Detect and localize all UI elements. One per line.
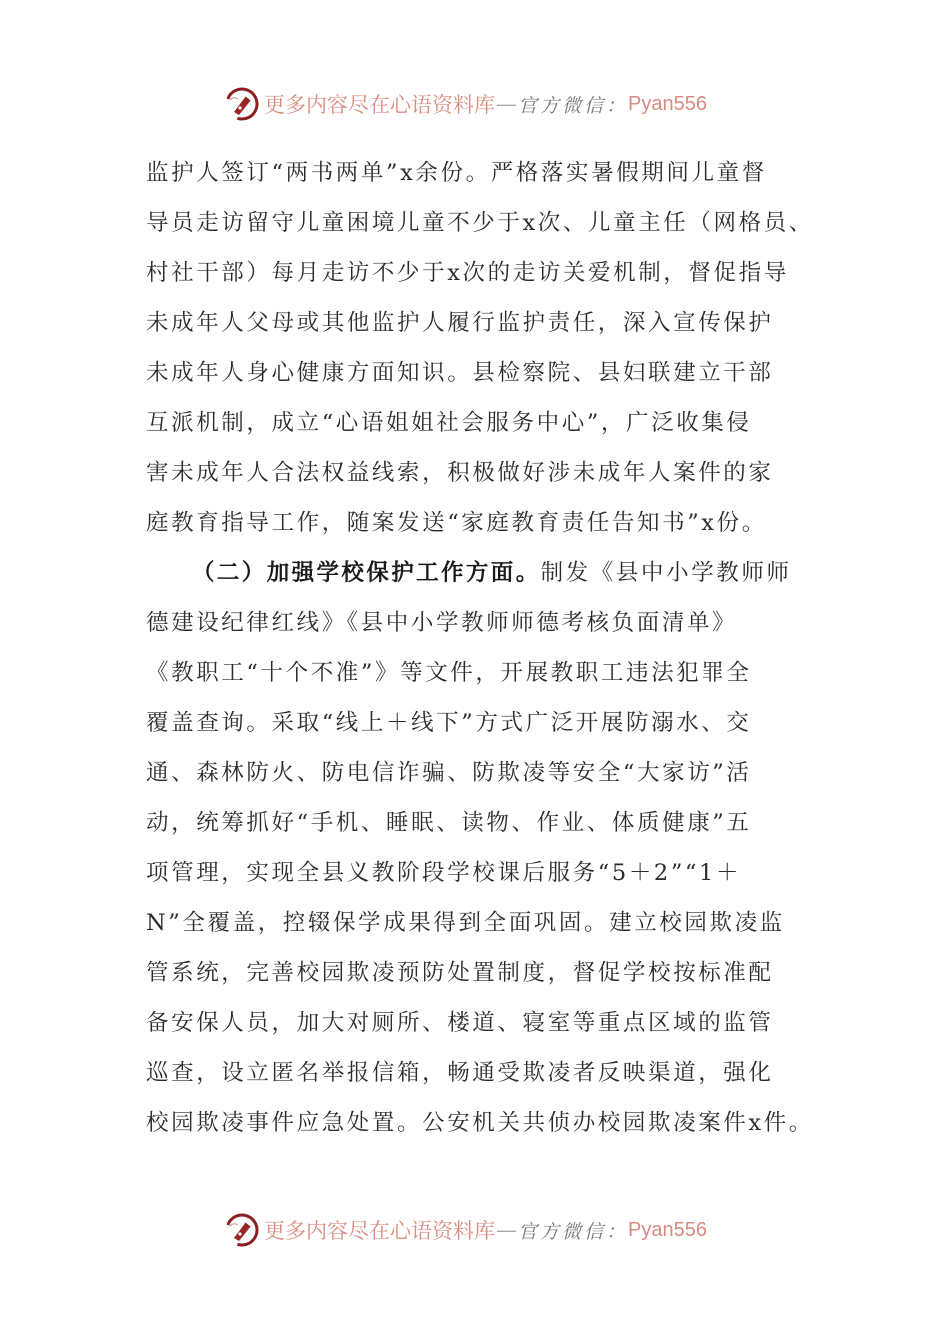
body-line: 害未成年人合法权益线索，积极做好涉未成年人案件的家	[146, 460, 774, 486]
watermark-main-text: 更多内容尽在心语资料库	[264, 1219, 495, 1243]
body-line: 未成年人父母或其他监护人履行监护责任，深入宣传保护	[146, 310, 774, 336]
footer-watermark	[224, 1210, 744, 1250]
pen-nib-logo-icon	[224, 86, 260, 122]
pen-nib-logo-icon	[224, 1212, 260, 1248]
watermark-main-text: 更多内容尽在心语资料库	[264, 93, 495, 117]
body-line: 校园欺凌事件应急处置。公安机关共侦办校园欺凌案件x件。	[146, 1110, 814, 1136]
watermark-wechat-id: Pyan556	[628, 1218, 707, 1241]
header-watermark	[224, 84, 744, 124]
body-line: 村社干部）每月走访不少于x次的走访关爱机制，督促指导	[146, 260, 789, 286]
body-line: 动，统筹抓好“手机、睡眠、读物、作业、体质健康”五	[146, 810, 752, 836]
body-line: 监护人签订“两书两单”x余份。严格落实暑假期间儿童督	[146, 160, 767, 186]
watermark-wechat-label: 官方微信：	[518, 1220, 629, 1243]
body-line: N”全覆盖，控辍保学成果得到全面巩固。建立校园欺凌监	[146, 910, 785, 936]
section-heading: （二）加强学校保护工作方面。	[192, 560, 541, 586]
body-line: 德建设纪律红线》《县中小学教师师德考核负面清单》	[146, 610, 738, 636]
body-line: 导员走访留守儿童困境儿童不少于x次、儿童主任（网格员、	[146, 210, 814, 236]
section-heading-line	[146, 548, 810, 598]
body-line: 项管理，实现全县义教阶段学校课后服务“5＋2”“1＋	[146, 860, 742, 886]
watermark-wechat-id: Pyan556	[628, 92, 707, 115]
section-heading-rest: 制发《县中小学教师师	[540, 560, 792, 586]
body-line: 互派机制，成立“心语姐姐社会服务中心”，广泛收集侵	[146, 410, 752, 436]
watermark-wechat-label: 官方微信：	[518, 94, 629, 117]
body-line: 通、森林防火、防电信诈骗、防欺凌等安全“大家访”活	[146, 760, 752, 786]
body-line: 未成年人身心健康方面知识。县检察院、县妇联建立干部	[146, 360, 774, 386]
body-line: 巡查，设立匿名举报信箱，畅通受欺凌者反映渠道，强化	[146, 1060, 774, 1086]
body-line: 备安保人员，加大对厕所、楼道、寝室等重点区域的监管	[146, 1010, 774, 1036]
watermark-dash: —	[496, 1218, 517, 1242]
body-line: 庭教育指导工作，随案发送“家庭教育责任告知书”x份。	[146, 510, 767, 536]
body-line: 管系统，完善校园欺凌预防处置制度，督促学校按标准配	[146, 960, 774, 986]
watermark-dash: —	[496, 92, 517, 116]
document-body	[146, 148, 814, 1148]
body-line: 《教职工“十个不准”》等文件，开展教职工违法犯罪全	[146, 660, 752, 686]
body-line: 覆盖查询。采取“线上＋线下”方式广泛开展防溺水、交	[146, 710, 752, 736]
